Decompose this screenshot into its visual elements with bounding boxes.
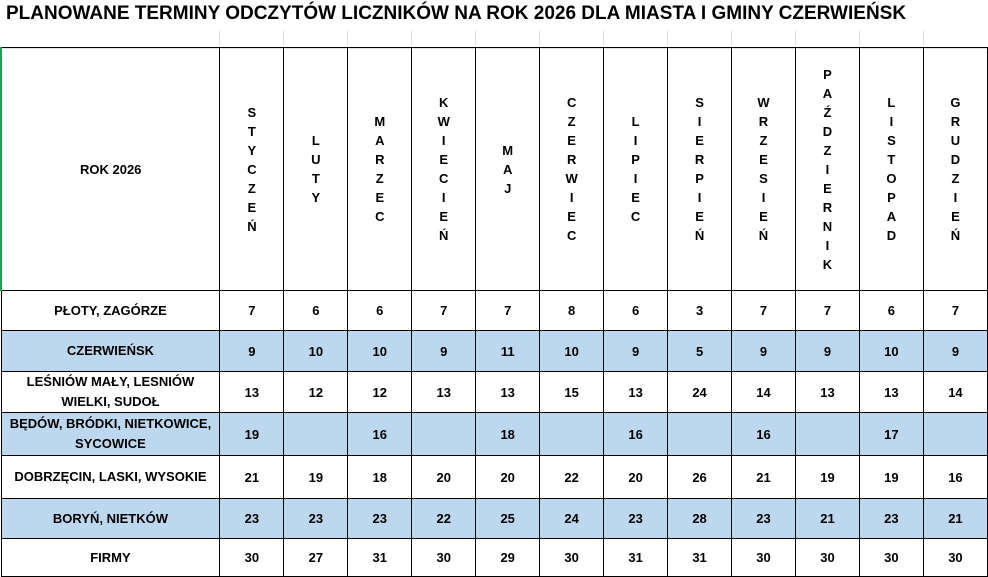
date-cell [795, 413, 859, 456]
table-row [1, 413, 988, 456]
date-cell [668, 413, 732, 456]
date-cell: 13 [859, 372, 923, 413]
date-cell: 21 [732, 456, 796, 499]
month-label: K W I E C I E Ń [437, 95, 450, 243]
date-cell: 22 [540, 456, 604, 499]
date-cell: 7 [476, 291, 540, 331]
date-cell: 30 [795, 539, 859, 577]
month-header [732, 48, 796, 291]
month-label: P A Ź D Z I E R N I K [822, 66, 833, 272]
table-row [1, 331, 988, 372]
date-cell: 13 [220, 372, 284, 413]
date-cell: 30 [412, 539, 476, 577]
date-cell: 24 [540, 499, 604, 539]
date-cell: 7 [220, 291, 284, 331]
table-row [1, 372, 988, 413]
date-cell: 14 [923, 372, 987, 413]
date-cell: 29 [476, 539, 540, 577]
date-cell [412, 413, 476, 456]
date-cell: 31 [348, 539, 412, 577]
date-cell: 12 [284, 372, 348, 413]
date-cell: 19 [220, 413, 284, 456]
month-header [284, 48, 348, 291]
month-header [668, 48, 732, 291]
date-cell: 30 [220, 539, 284, 577]
date-cell: 26 [668, 456, 732, 499]
date-cell: 10 [859, 331, 923, 372]
date-cell: 9 [604, 331, 668, 372]
month-header [604, 48, 668, 291]
month-label: L I P I E C [630, 114, 641, 224]
date-cell: 30 [923, 539, 987, 577]
date-cell: 10 [540, 331, 604, 372]
location-cell: DOBRZĘCIN, LASKI, WYSOKIE [1, 456, 220, 499]
date-cell: 14 [732, 372, 796, 413]
month-header [412, 48, 476, 291]
month-header [476, 48, 540, 291]
date-cell: 30 [540, 539, 604, 577]
date-cell: 7 [923, 291, 987, 331]
month-label: M A J [502, 142, 514, 196]
date-cell: 9 [412, 331, 476, 372]
date-cell: 6 [604, 291, 668, 331]
date-cell: 23 [859, 499, 923, 539]
date-cell: 23 [732, 499, 796, 539]
date-cell: 7 [732, 291, 796, 331]
date-cell [540, 413, 604, 456]
location-cell: FIRMY [1, 539, 220, 577]
month-label: L U T Y [311, 133, 321, 205]
date-cell: 23 [348, 499, 412, 539]
month-label: S I E R P I E Ń [694, 95, 705, 243]
date-cell: 22 [412, 499, 476, 539]
date-cell: 30 [859, 539, 923, 577]
date-cell: 13 [795, 372, 859, 413]
date-cell: 20 [604, 456, 668, 499]
date-cell: 7 [412, 291, 476, 331]
date-cell: 9 [923, 331, 987, 372]
date-cell: 13 [476, 372, 540, 413]
schedule-table [0, 47, 988, 577]
date-cell: 6 [859, 291, 923, 331]
month-label: C Z E R W I E C [565, 95, 578, 243]
table-row [1, 456, 988, 499]
date-cell: 13 [604, 372, 668, 413]
date-cell: 8 [540, 291, 604, 331]
date-cell: 13 [412, 372, 476, 413]
date-cell: 7 [795, 291, 859, 331]
date-cell: 10 [348, 331, 412, 372]
location-cell: BORYŃ, NIETKÓW [1, 499, 220, 539]
month-header [859, 48, 923, 291]
table-row [1, 291, 988, 331]
month-header [923, 48, 987, 291]
page-title: PLANOWANE TERMINY ODCZYTÓW LICZNIKÓW NA ROK 2026 DLA MIASTA I GMINY CZERWIEŃSK [6, 3, 907, 24]
date-cell: 5 [668, 331, 732, 372]
month-label: L I S T O P A D [886, 95, 897, 243]
date-cell: 12 [348, 372, 412, 413]
date-cell: 25 [476, 499, 540, 539]
table-row [1, 499, 988, 539]
date-cell: 18 [348, 456, 412, 499]
year-label: ROK 2026 [1, 48, 220, 291]
date-cell: 21 [795, 499, 859, 539]
date-cell: 24 [668, 372, 732, 413]
date-cell: 19 [284, 456, 348, 499]
date-cell: 21 [220, 456, 284, 499]
date-cell: 9 [795, 331, 859, 372]
date-cell: 19 [795, 456, 859, 499]
date-cell: 16 [348, 413, 412, 456]
date-cell: 23 [604, 499, 668, 539]
date-cell: 23 [220, 499, 284, 539]
date-cell: 10 [284, 331, 348, 372]
month-header [540, 48, 604, 291]
date-cell: 3 [668, 291, 732, 331]
date-cell: 27 [284, 539, 348, 577]
month-header [795, 48, 859, 291]
date-cell: 20 [412, 456, 476, 499]
date-cell: 23 [284, 499, 348, 539]
date-cell: 28 [668, 499, 732, 539]
month-header [348, 48, 412, 291]
date-cell: 31 [668, 539, 732, 577]
date-cell: 6 [348, 291, 412, 331]
date-cell: 15 [540, 372, 604, 413]
month-header [220, 48, 284, 291]
location-cell: BĘDÓW, BRÓDKI, NIETKOWICE, SYCOWICE [1, 413, 220, 456]
date-cell: 9 [220, 331, 284, 372]
date-cell: 16 [732, 413, 796, 456]
month-label: W R Z E S I E Ń [757, 95, 770, 243]
table-row [1, 539, 988, 577]
location-cell: LEŚNIÓW MAŁY, LESNIÓW WIELKI, SUDOŁ [1, 372, 220, 413]
location-cell: CZERWIEŃSK [1, 331, 220, 372]
date-cell: 20 [476, 456, 540, 499]
date-cell: 31 [604, 539, 668, 577]
month-label: G R U D Z I E Ń [950, 95, 961, 243]
date-cell: 17 [859, 413, 923, 456]
date-cell: 16 [923, 456, 987, 499]
date-cell: 18 [476, 413, 540, 456]
date-cell: 19 [859, 456, 923, 499]
date-cell: 9 [732, 331, 796, 372]
location-cell: PŁOTY, ZAGÓRZE [1, 291, 220, 331]
header-row [1, 48, 988, 291]
month-label: M A R Z E C [374, 114, 386, 224]
date-cell: 30 [732, 539, 796, 577]
date-cell: 16 [604, 413, 668, 456]
date-cell: 6 [284, 291, 348, 331]
month-label: S T Y C Z E Ń [247, 104, 257, 234]
date-cell: 11 [476, 331, 540, 372]
date-cell [923, 413, 987, 456]
date-cell [284, 413, 348, 456]
date-cell: 21 [923, 499, 987, 539]
